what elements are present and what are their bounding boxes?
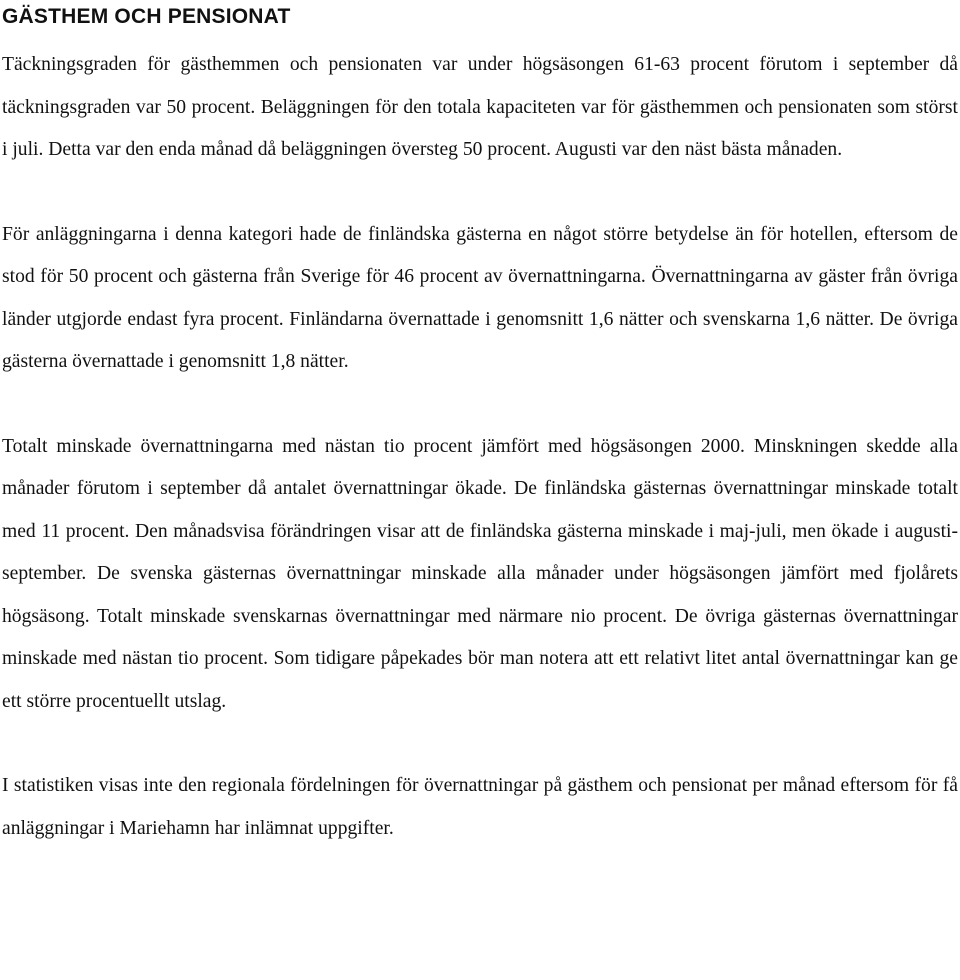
paragraph-guest-origin: För anläggningarna i denna kategori hade de finländska gästerna en något större betydelse än för hotellen, eftersom de stod för 50 procent och gästerna från Sverige för 46 procent av övernattningarna. Övernattningarna av gäster från övriga länder utgjorde endast fyra procent. Finländarna övernattade i genomsnitt 1,6 nätter och svenskarna 1,6 nätter. De övriga gästerna övernattade i genomsnitt 1,8 nätter. [2, 223, 958, 372]
paragraph-overnight-change: Totalt minskade övernattningarna med nästan tio procent jämfört med högsäsongen 2000. Minskningen skedde alla månader förutom i september då antalet övernattningar ökade. De finländska gästernas övernattningar minskade totalt med 11 procent. Den månadsvisa förändringen visar att de finländska gästerna minskade i maj-juli, men ökade i augusti-september. De svenska gästernas övernattningar minskade alla månader under högsäsongen jämfört med fjolårets högsäsong. Totalt minskade svenskarnas övernattningar med närmare nio procent. De övriga gästernas övernattningar minskade med nästan tio procent. Som tidigare påpekades bör man notera att ett relativt litet antal övernattningar kan ge ett större procentuellt utslag. [2, 435, 958, 712]
paragraph-coverage: Täckningsgraden för gästhemmen och pensionaten var under högsäsongen 61-63 procent förutom i september då täckningsgraden var 50 procent. Beläggningen för den totala kapaciteten var för gästhemmen och pensionaten som störst i juli. Detta var den enda månad då beläggningen översteg 50 procent. Augusti var den näst bästa månaden. [2, 54, 958, 160]
paragraph-regional-note: I statistiken visas inte den regionala fördelningen för övernattningar på gästhem och pensionat per månad eftersom för få anläggningar i Mariehamn har inlämnat uppgifter. [2, 775, 958, 839]
section-heading: GÄSTHEM OCH PENSIONAT [2, 5, 291, 28]
